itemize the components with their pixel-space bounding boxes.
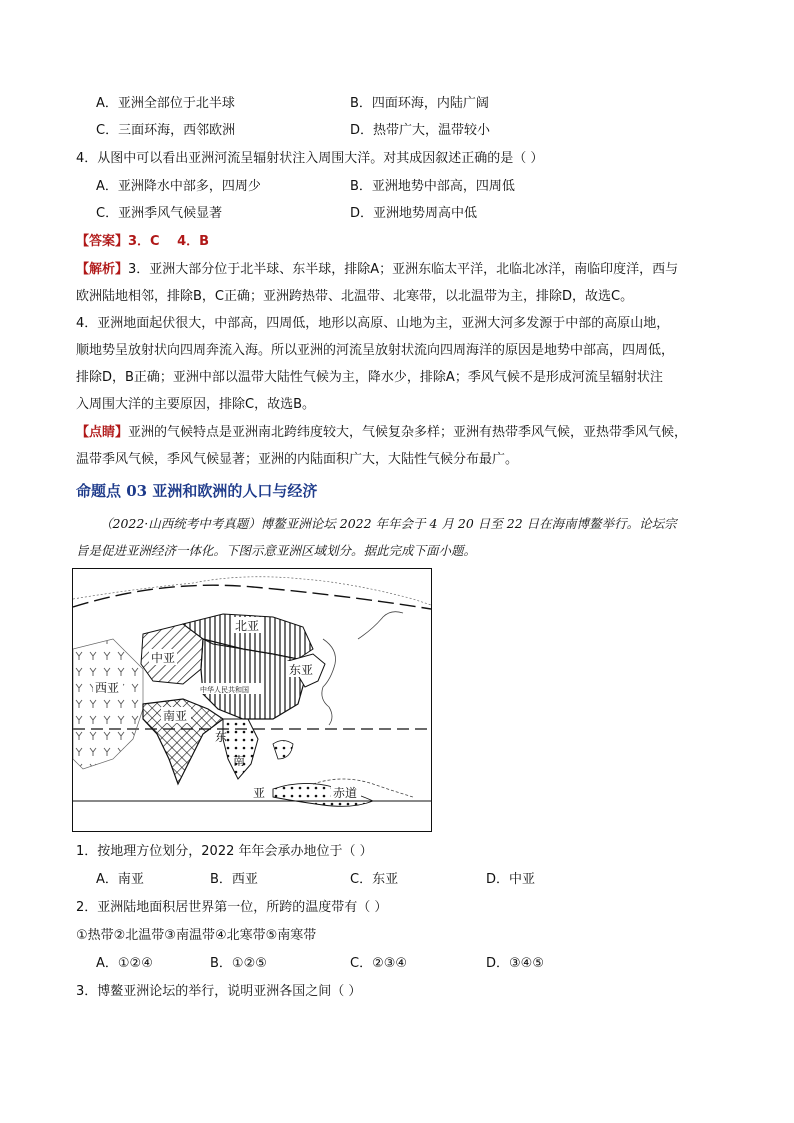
- option-a: A．亚洲全部位于北半球: [96, 96, 235, 111]
- label-southeast-nan: 南: [233, 754, 246, 768]
- answer-tag: 【答案】: [76, 234, 129, 249]
- analysis-line-1: [76, 261, 678, 279]
- label-china: 中华人民共和国: [200, 686, 249, 694]
- tip-tag: 【点睛】: [76, 425, 129, 440]
- analysis-line-5: 排除D，B正确；亚洲中部以温带大陆性气候为主，降水少，排除A；季风气候不是形成河流呈辐射状注: [76, 370, 663, 385]
- analysis-line-2: 欧洲陆地相邻，排除B，C正确；亚洲跨热带、北温带、北寒带，以北温带为主，排除D，故选C。: [76, 289, 634, 304]
- option-c: C．三面环海，西邻欧洲: [96, 123, 236, 138]
- q1-option-d: D．中亚: [486, 872, 536, 887]
- q4-option-c: C．亚洲季风气候显著: [96, 206, 223, 221]
- label-equator: 赤道: [333, 786, 358, 800]
- answer-text: 3．C 4．B: [128, 234, 210, 249]
- q2-option-d: D．③④⑤: [486, 956, 544, 971]
- q4-option-b: B．亚洲地势中部高，四周低: [350, 179, 515, 194]
- answer-line: [76, 233, 209, 251]
- question-1-stem: 1．按地理方位划分，2022 年年会承办地位于（ ）: [76, 844, 373, 859]
- tip-line-2: 温带季风气候，季风气候显著；亚洲的内陆面积广大，大陆性气候分布最广。: [76, 452, 519, 467]
- intro-line-1: （2022·山西统考中考真题）博鳌亚洲论坛 2022 年年会于 4 月 20 日至 22 日在海南博鳌举行。论坛宗: [100, 516, 677, 531]
- q1-option-c: C．东亚: [350, 872, 399, 887]
- label-central-asia: 中亚: [151, 651, 176, 665]
- q1-option-a: A．南亚: [96, 872, 144, 887]
- label-southeast-dong: 东: [215, 730, 228, 744]
- asia-region-map: [72, 568, 432, 832]
- label-west-asia: 西亚: [95, 681, 120, 695]
- analysis-line-3: 4．亚洲地面起伏很大，中部高，四周低，地形以高原、山地为主，亚洲大河多发源于中部的高原山地，: [76, 316, 670, 331]
- west-asia-region: [73, 639, 143, 769]
- question-2-zones: ①热带②北温带③南温带④北寒带⑤南寒带: [76, 928, 317, 943]
- option-d: D．热带广大，温带较小: [350, 123, 491, 138]
- analysis-text-1: 3．亚洲大部分位于北半球、东半球，排除A；亚洲东临太平洋，北临北冰洋，南临印度洋，西与: [128, 262, 679, 277]
- tip-line-1: [76, 424, 687, 442]
- southeast-asia-mainland: [223, 719, 258, 779]
- q4-option-a: A．亚洲降水中部多，四周少: [96, 179, 261, 194]
- option-b: B．四面环海，内陆广阔: [350, 96, 489, 111]
- q1-option-b: B．西亚: [210, 872, 258, 887]
- question-3-stem: 3．博鳌亚洲论坛的举行，说明亚洲各国之间（ ）: [76, 984, 362, 999]
- tip-text-1: 亚洲的气候特点是亚洲南北跨纬度较大，气候复杂多样；亚洲有热带季风气候，亚热带季风气候，: [128, 425, 688, 440]
- analysis-line-4: 顺地势呈放射状向四周奔流入海。所以亚洲的河流呈放射状流向四周海洋的原因是地势中部高，四周低，: [76, 343, 675, 358]
- analysis-line-6: 入周围大洋的主要原因，排除C，故选B。: [76, 397, 315, 412]
- analysis-tag: 【解析】: [76, 262, 129, 277]
- label-south-asia: 南亚: [163, 709, 188, 723]
- label-southeast-ya: 亚: [253, 786, 266, 800]
- q4-option-d: D．亚洲地势周高中低: [350, 206, 478, 221]
- q2-option-a: A．①②④: [96, 956, 153, 971]
- q2-option-c: C．②③④: [350, 956, 408, 971]
- philippines-islands: [273, 741, 293, 760]
- arctic-circle-line: [73, 585, 431, 609]
- intro-line-2: 旨是促进亚洲经济一体化。下图示意亚洲区域划分。据此完成下面小题。: [76, 543, 477, 558]
- question-2-stem: 2．亚洲陆地面积居世界第一位，所跨的温度带有（ ）: [76, 900, 388, 915]
- label-east-asia: 东亚: [289, 663, 314, 677]
- label-north-asia: 北亚: [235, 619, 260, 633]
- section-title: 命题点 03 亚洲和欧洲的人口与经济: [76, 482, 318, 500]
- question-4-stem: 4．从图中可以看出亚洲河流呈辐射状注入周围大洋。对其成因叙述正确的是（ ）: [76, 151, 544, 166]
- asia-map-svg: [73, 569, 431, 831]
- q2-option-b: B．①②⑤: [210, 956, 267, 971]
